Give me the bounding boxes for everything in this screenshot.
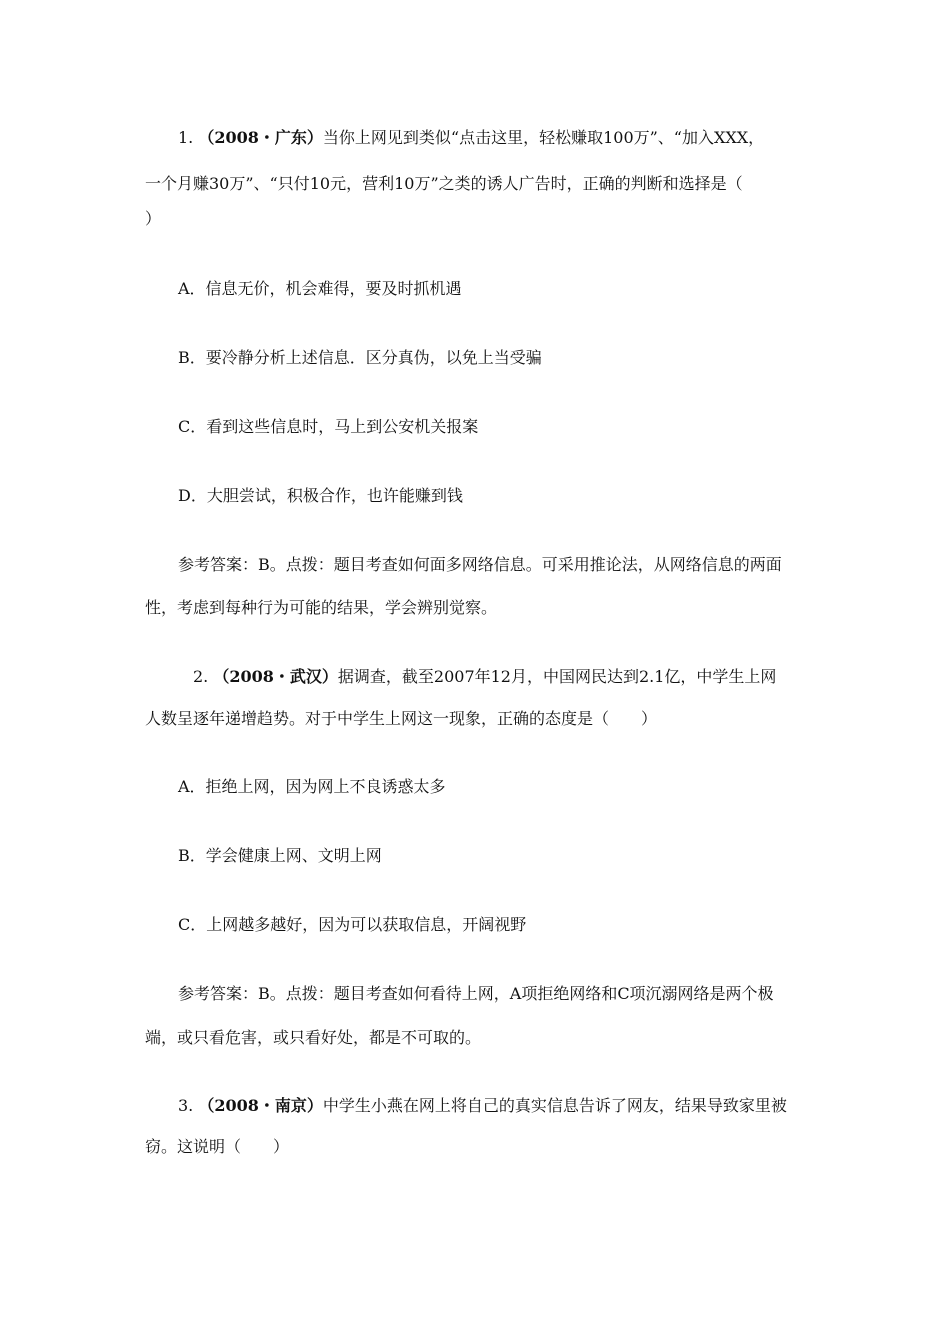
question-3-stem-line-1 (178, 1095, 843, 1117)
question-1-source: （2008・广东） (198, 128, 323, 147)
question-3-source: （2008・南京） (198, 1096, 323, 1115)
question-1-option-d: D．大胆尝试，积极合作，也许能赚到钱 (178, 486, 463, 505)
question-1-stem-line-1 (178, 127, 843, 149)
question-3-stem-text-1: 中学生小燕在网上将自己的真实信息告诉了网友，结果导致家里被 (322, 1096, 787, 1115)
question-1-stem-line-2: 一个月赚30万”、“只付10元，营利10万”之类的诱人广告时，正确的判断和选择是（ (145, 174, 743, 193)
question-1-answer-line-2: 性，考虑到每种行为可能的结果，学会辨别觉察。 (145, 598, 498, 617)
question-2-option-c: C．上网越多越好，因为可以获取信息，开阔视野 (178, 915, 527, 934)
question-2-number: 2. (193, 667, 209, 686)
question-2-source: （2008・武汉） (213, 667, 338, 686)
question-3-number: 3. (178, 1096, 194, 1115)
question-3-stem-line-2: 窃。这说明（ ） (145, 1137, 290, 1156)
question-1-option-a: A．信息无价，机会难得，要及时抓机遇 (178, 279, 462, 298)
question-2-stem-line-1 (193, 666, 858, 688)
question-1-answer-line-1: 参考答案：B。点拨：题目考查如何面多网络信息。可采用推论法，从网络信息的两面 (178, 555, 782, 574)
question-2-option-b: B．学会健康上网、文明上网 (178, 846, 382, 865)
question-1-number: 1. (178, 128, 194, 147)
question-2-option-a: A．拒绝上网，因为网上不良诱惑太多 (178, 777, 446, 796)
question-2-stem-line-2: 人数呈逐年递增趋势。对于中学生上网这一现象，正确的态度是（ ） (145, 709, 658, 728)
question-2-answer-line-2: 端，或只看危害，或只看好处，都是不可取的。 (145, 1028, 482, 1047)
question-2-stem-text-1: 据调查，截至2007年12月，中国网民达到2.1亿，中学生上网 (337, 667, 777, 686)
question-1-stem-line-3: ） (145, 209, 162, 228)
question-1-stem-text-1: 当你上网见到类似“点击这里，轻松赚取100万”、“加入XXX， (322, 128, 765, 147)
question-2-answer-line-1: 参考答案：B。点拨：题目考查如何看待上网，A项拒绝网络和C项沉溺网络是两个极 (178, 984, 774, 1003)
question-1-option-c: C．看到这些信息时，马上到公安机关报案 (178, 417, 479, 436)
question-1-option-b: B．要冷静分析上述信息．区分真伪，以免上当受骗 (178, 348, 542, 367)
